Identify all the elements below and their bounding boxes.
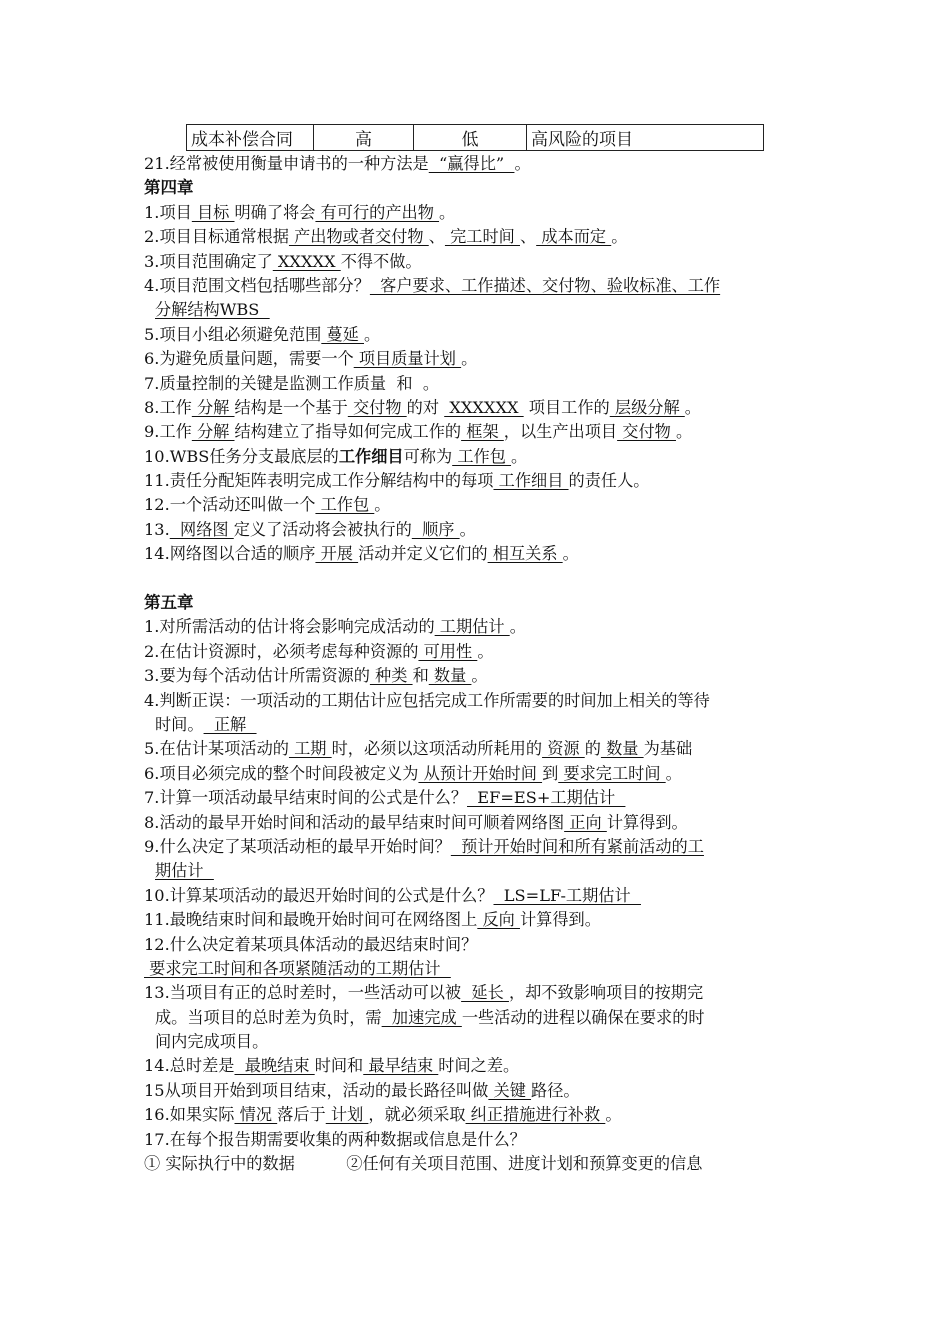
answer-blank: 要求完工时间: [558, 763, 666, 783]
answer-blank: 成本而定: [536, 227, 612, 247]
text-line: [144, 981, 812, 1005]
text-segment: 。: [459, 519, 476, 539]
text-segment: 。: [477, 641, 494, 661]
text-line-continuation: [144, 713, 812, 737]
text-segment: 17.在每个报告期需要收集的两种数据或信息是什么？: [144, 1129, 526, 1149]
text-line-continuation: [144, 859, 812, 883]
answer-blank: 客户要求、工作描述、交付物、验收标准、工作: [369, 275, 721, 295]
answer-blank: EF=ES+工期估计: [467, 788, 626, 808]
text-segment: 5.项目小组必须避免范围: [144, 324, 322, 344]
text-segment: 为基础: [643, 739, 693, 759]
text-line: [144, 1128, 812, 1152]
table-cell: 低: [414, 125, 527, 151]
text-segment: ，却不致影响项目的按期完: [508, 983, 704, 1003]
text-line: [144, 786, 812, 810]
text-segment: 的: [584, 739, 601, 759]
text-segment: 14.网络图以合适的顺序: [144, 544, 316, 564]
answer-blank: 可用性: [418, 641, 478, 661]
answer-blank: 延长: [461, 983, 509, 1003]
text-line: [144, 811, 812, 835]
answer-blank: 相互关系: [487, 544, 563, 564]
text-segment: 。: [509, 617, 526, 637]
text-segment: 的责任人。: [568, 471, 650, 491]
answer-blank: 层级分解: [609, 397, 685, 417]
answer-blank: 工作包: [452, 446, 512, 466]
text-segment: 项目工作的: [523, 397, 610, 417]
text-line: [144, 201, 812, 225]
answer-blank: 情况: [234, 1105, 278, 1125]
answer-blank: 关键: [488, 1080, 532, 1100]
text-line: [144, 396, 812, 420]
text-segment: 时，必须以这项活动所耗用的: [331, 739, 543, 759]
text-segment: 3.项目范围确定了: [144, 251, 273, 271]
text-segment: 14.总时差是: [144, 1056, 235, 1076]
text-line: [144, 420, 812, 444]
text-segment: 成。当项目的总时差为负时，需: [155, 1007, 382, 1027]
text-segment: ，就必须采取: [368, 1105, 466, 1125]
answer-blank: 最晚结束: [234, 1056, 315, 1076]
text-segment: 15从项目开始到项目结束，活动的最长路径叫做: [144, 1080, 489, 1100]
text-segment: 。: [514, 154, 531, 173]
document-body: [144, 152, 812, 1176]
text-segment: 。: [471, 666, 488, 686]
answer-blank: 框架: [461, 422, 504, 442]
answer-blank: 数量: [600, 739, 644, 759]
text-segment: 6.为避免质量问题，需要一个: [144, 349, 354, 369]
text-segment: 。: [605, 1105, 622, 1125]
text-segment: ① 实际执行中的数据 ②任何有关项目范围、进度计划和预算变更的信息: [144, 1154, 703, 1174]
text-segment: 7.计算一项活动最早结束时间的公式是什么？: [144, 788, 468, 808]
text-line: [144, 323, 812, 347]
text-line: [144, 1152, 812, 1176]
answer-blank: 目标: [191, 202, 235, 222]
text-segment: 的对: [406, 397, 445, 417]
text-segment: 10.计算某项活动的最迟开始时间的公式是什么？: [144, 885, 494, 905]
blank-line: [144, 567, 812, 591]
table-row: [187, 125, 764, 151]
answer-blank: “赢得比”: [428, 154, 515, 173]
text-segment: 结构建立了指导如何完成工作的: [234, 422, 462, 442]
text-segment: 13.: [144, 519, 170, 539]
answer-blank: 预计开始时间和所有紧前活动的工: [450, 836, 704, 856]
text-segment: 2.在估计资源时，必须考虑每种资源的: [144, 641, 419, 661]
text-segment: 和: [412, 666, 429, 686]
text-line-continuation: [144, 1030, 812, 1054]
text-line: [144, 469, 812, 493]
text-line: [144, 957, 812, 981]
text-segment: 。: [374, 495, 391, 515]
text-segment: 路径。: [531, 1080, 580, 1100]
text-segment: 定义了活动将会被执行的: [233, 519, 412, 539]
text-line: [144, 493, 812, 517]
text-segment: 7.质量控制的关键是监测工作质量 和 。: [144, 373, 440, 393]
answer-blank: 正解: [203, 714, 257, 734]
text-segment: 6.项目必须完成的整个时间段被定义为: [144, 763, 419, 783]
text-line: [144, 274, 812, 298]
text-line: [144, 933, 812, 957]
table-cell: 高风险的项目: [527, 125, 764, 151]
text-line: [144, 615, 812, 639]
text-segment: 3.要为每个活动估计所需资源的: [144, 666, 370, 686]
answer-blank: 项目质量计划: [353, 349, 462, 369]
text-segment: 。: [675, 422, 693, 442]
text-segment: 。: [461, 349, 478, 369]
text-segment: 活动并定义它们的: [358, 544, 488, 564]
text-segment: 。: [611, 227, 628, 247]
answer-blank: 期估计: [155, 861, 214, 881]
text-line: [144, 664, 812, 688]
answer-blank: 开展: [315, 544, 359, 564]
text-line-continuation: [144, 298, 812, 322]
chapter-heading: 第五章: [144, 593, 194, 613]
answer-blank: 工作细目: [493, 471, 569, 491]
answer-blank: 分解: [191, 397, 235, 417]
answer-blank: 反向: [477, 910, 520, 930]
text-segment: 时间之差。: [438, 1056, 520, 1076]
text-line: [144, 372, 812, 396]
answer-blank: 计划: [325, 1105, 369, 1125]
table-cell: 成本补偿合同: [187, 125, 314, 151]
text-segment: 。: [562, 544, 579, 564]
answer-blank: 要求完工时间和各项紧随活动的工期估计: [144, 958, 451, 978]
answer-blank: 资源: [542, 739, 585, 759]
answer-blank: 数量: [428, 666, 472, 686]
text-segment: 计算得到。: [606, 812, 688, 832]
text-segment: 5.在估计某项活动的: [144, 739, 289, 759]
text-segment: 11.最晚结束时间和最晚开始时间可在网络图上: [144, 910, 478, 930]
text-line: [144, 445, 812, 469]
answer-blank: 纠正措施进行补救: [465, 1105, 606, 1125]
chapter-heading: 第四章: [144, 178, 194, 198]
text-line: [144, 542, 812, 566]
text-segment: 9.工作: [144, 422, 192, 442]
answer-blank: XXXXX: [272, 251, 341, 271]
text-segment: 4.判断正误：一项活动的工期估计应包括完成工作所需要的时间加上相关的等待: [144, 690, 710, 710]
text-segment: 时间。: [155, 714, 204, 734]
answer-blank: XXXXXX: [444, 397, 524, 417]
text-line-continuation: [144, 1006, 812, 1030]
text-line: [144, 347, 812, 371]
text-segment: 8.工作: [144, 397, 192, 417]
text-segment: 9.什么决定了某项活动柜的最早开始时间？: [144, 836, 451, 856]
answer-blank: 工期: [288, 739, 332, 759]
text-line: [144, 518, 812, 542]
text-segment: 落后于: [277, 1105, 326, 1125]
text-segment: 、: [519, 227, 537, 247]
answer-blank: 加速完成: [381, 1007, 462, 1027]
text-segment: 。: [665, 763, 682, 783]
answer-blank: 正向: [564, 812, 607, 832]
text-segment: 。: [439, 202, 456, 222]
answer-blank: 最早结束: [363, 1056, 439, 1076]
text-segment: 1.对所需活动的估计将会影响完成活动的: [144, 617, 435, 637]
bold-term: 工作细目: [338, 446, 404, 466]
text-segment: 。: [364, 324, 381, 344]
text-segment: 一些活动的进程以确保在要求的时: [461, 1007, 705, 1027]
text-segment: 21.经常被使用衡量申请书的一种方法是: [144, 154, 429, 173]
answer-blank: 交付物: [617, 422, 676, 442]
text-segment: 计算得到。: [519, 910, 601, 930]
text-line: [144, 225, 812, 249]
text-line: [144, 737, 812, 761]
text-segment: 12.什么决定着某项具体活动的最迟结束时间？: [144, 934, 478, 954]
text-segment: 10.WBS任务分支最底层的: [144, 446, 339, 466]
text-segment: 13.当项目有正的总时差时，一些活动可以被: [144, 983, 462, 1003]
answer-blank: 分解结构WBS: [155, 300, 270, 320]
text-line: [144, 152, 812, 176]
text-line: [144, 689, 812, 713]
text-segment: 1.项目: [144, 202, 192, 222]
text-line: [144, 1054, 812, 1078]
answer-blank: 网络图: [169, 519, 234, 539]
text-line: [144, 884, 812, 908]
text-line: [144, 908, 812, 932]
text-line: [144, 250, 812, 274]
text-line: [144, 1079, 812, 1103]
contract-type-table: [186, 124, 764, 151]
answer-blank: 从预计开始时间: [418, 763, 543, 783]
answer-blank: 交付物: [347, 397, 407, 417]
table-cell: 高: [314, 125, 414, 151]
answer-blank: 工作包: [315, 495, 375, 515]
text-line: [144, 762, 812, 786]
text-segment: 12.一个活动还叫做一个: [144, 495, 316, 515]
text-segment: 。: [684, 397, 701, 417]
text-segment: ，以生产出项目: [503, 422, 618, 442]
text-segment: 不得不做。: [340, 251, 422, 271]
text-segment: 、: [428, 227, 445, 247]
answer-blank: 蔓延: [321, 324, 364, 344]
text-segment: 时间和: [314, 1056, 364, 1076]
text-segment: 间内完成项目。: [155, 1032, 269, 1052]
text-segment: 8.活动的最早开始时间和活动的最早结束时间可顺着网络图: [144, 812, 565, 832]
answer-blank: 种类: [369, 666, 413, 686]
answer-blank: 产出物或者交付物: [288, 227, 429, 247]
text-line: [144, 835, 812, 859]
text-segment: 4.项目范围文档包括哪些部分？: [144, 275, 370, 295]
answer-blank: 工期估计: [434, 617, 510, 637]
text-segment: 明确了将会: [234, 202, 316, 222]
text-segment: 16.如果实际: [144, 1105, 235, 1125]
text-segment: 11.责任分配矩阵表明完成工作分解结构中的每项: [144, 471, 494, 491]
text-line: [144, 640, 812, 664]
answer-blank: 顺序: [411, 519, 460, 539]
text-segment: 。: [511, 446, 528, 466]
answer-blank: 分解: [191, 422, 235, 442]
text-segment: 结构是一个基于: [234, 397, 348, 417]
text-segment: 2.项目目标通常根据: [144, 227, 289, 247]
text-line: [144, 1103, 812, 1127]
text-segment: 可称为: [403, 446, 453, 466]
answer-blank: LS=LF-工期估计: [493, 885, 641, 905]
answer-blank: 有可行的产出物: [315, 202, 440, 222]
answer-blank: 完工时间: [444, 227, 520, 247]
text-segment: 到: [542, 763, 559, 783]
